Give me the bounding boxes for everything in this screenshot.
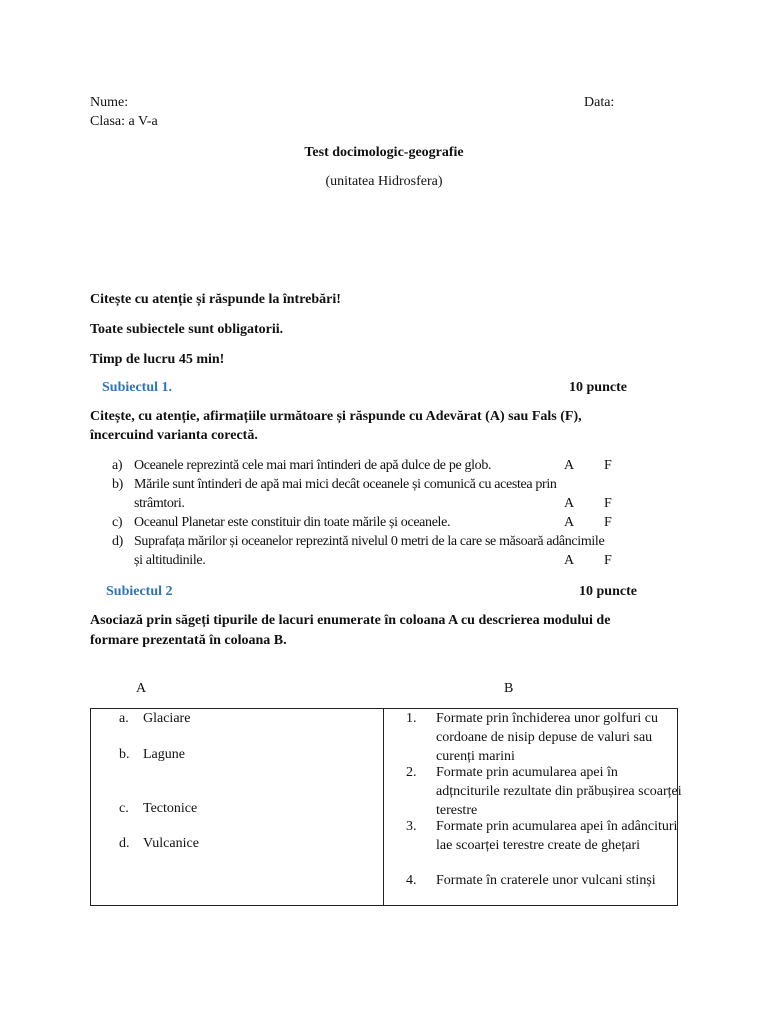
statement-text: Oceanele reprezintă cele mai mari întinderi de apă dulce de pe glob.	[134, 458, 492, 473]
instruction-time: Timp de lucru 45 min!	[90, 352, 225, 367]
statement-b	[90, 475, 690, 494]
subject1-prompt-line2: încercuind varianta corectă.	[90, 428, 258, 443]
lake-type-b[interactable]	[119, 745, 185, 764]
subject2-points: 10 puncte	[579, 584, 637, 599]
lake-type-text: Tectonice	[143, 801, 198, 816]
statement-label: b)	[112, 477, 123, 492]
lake-type-marker: b.	[119, 747, 130, 762]
instruction-read: Citește cu atenție și răspunde la întrebări!	[90, 292, 341, 307]
statement-d-cont	[90, 551, 690, 570]
formation-text: Formate prin acumularea apei în adâncituri lae scoarței terestre create de ghețari	[436, 819, 678, 853]
formation-marker: 2.	[406, 765, 417, 780]
answer-true-option[interactable]: A	[564, 515, 574, 530]
answer-false-option[interactable]: F	[604, 458, 612, 473]
subject1-title: Subiectul 1.	[102, 380, 173, 395]
subject2-prompt-line1: Asociază prin săgeți tipurile de lacuri enumerate în coloana A cu descrierea modului de	[90, 613, 611, 628]
formation-text: Formate în craterele unor vulcani stinși	[436, 873, 656, 888]
date-label: Data:	[584, 95, 615, 110]
lake-type-marker: d.	[119, 836, 130, 851]
answer-true-option[interactable]: A	[564, 553, 574, 568]
statement-d	[90, 532, 690, 551]
column-b-header: B	[504, 681, 514, 696]
true-false-list	[90, 456, 690, 570]
statement-text: și altitudinile.	[134, 553, 206, 568]
lake-type-a[interactable]	[119, 709, 190, 728]
formation-marker: 4.	[406, 873, 417, 888]
formation-marker: 1.	[406, 711, 417, 726]
statement-c	[90, 513, 690, 532]
answer-true-option[interactable]: A	[564, 496, 574, 511]
lake-type-marker: c.	[119, 801, 129, 816]
instruction-mandatory: Toate subiectele sunt obligatorii.	[90, 322, 284, 337]
statement-label: a)	[112, 458, 123, 473]
lake-type-text: Lagune	[143, 747, 185, 762]
column-a-header: A	[136, 681, 147, 696]
statement-a	[90, 456, 690, 475]
class-label: Clasa: a V-a	[90, 114, 158, 129]
subject2-prompt-line2: formare prezentată în coloana B.	[90, 633, 287, 648]
answer-true-option[interactable]: A	[564, 458, 574, 473]
answer-false-option[interactable]: F	[604, 515, 612, 530]
lake-type-text: Vulcanice	[143, 836, 199, 851]
subject1-points: 10 puncte	[569, 380, 627, 395]
lake-type-c[interactable]	[119, 799, 197, 818]
column-a-cell	[91, 709, 384, 906]
formation-marker: 3.	[406, 819, 417, 834]
column-b-cell	[384, 709, 682, 906]
lake-type-marker: a.	[119, 711, 129, 726]
lake-type-text: Glaciare	[143, 711, 191, 726]
lake-type-d[interactable]	[119, 834, 199, 853]
test-subtitle: (unitatea Hidrosfera)	[325, 174, 443, 189]
formation-text: Formate prin acumularea apei în adțnciturile rezultate din prăbușirea scoarței terestre	[436, 765, 682, 818]
statement-label: d)	[112, 534, 123, 549]
answer-false-option[interactable]: F	[604, 553, 612, 568]
answer-false-option[interactable]: F	[604, 496, 612, 511]
statement-label: c)	[112, 515, 123, 530]
statement-b-cont	[90, 494, 690, 513]
subject1-prompt-line1: Citește, cu atenție, afirmațiile următoare și răspunde cu Adevărat (A) sau Fals (F),	[90, 409, 582, 424]
statement-text: Oceanul Planetar este constituir din toate mările și oceanele.	[134, 515, 451, 530]
name-label: Nume:	[90, 95, 129, 110]
test-title: Test docimologic-geografie	[304, 145, 464, 160]
statement-text: Suprafața mărilor și oceanelor reprezintă nivelul 0 metri de la care se măsoară adâncimile	[134, 534, 605, 549]
statement-text: Mările sunt întinderi de apă mai mici decât oceanele și comunică cu acestea prin	[134, 477, 557, 492]
matching-table	[90, 708, 682, 906]
subject2-title: Subiectul 2	[106, 584, 173, 599]
statement-text: strâmtori.	[134, 496, 185, 511]
formation-text: Formate prin închiderea unor golfuri cu cordoane de nisip depuse de valuri sau curenți marini	[436, 711, 658, 764]
